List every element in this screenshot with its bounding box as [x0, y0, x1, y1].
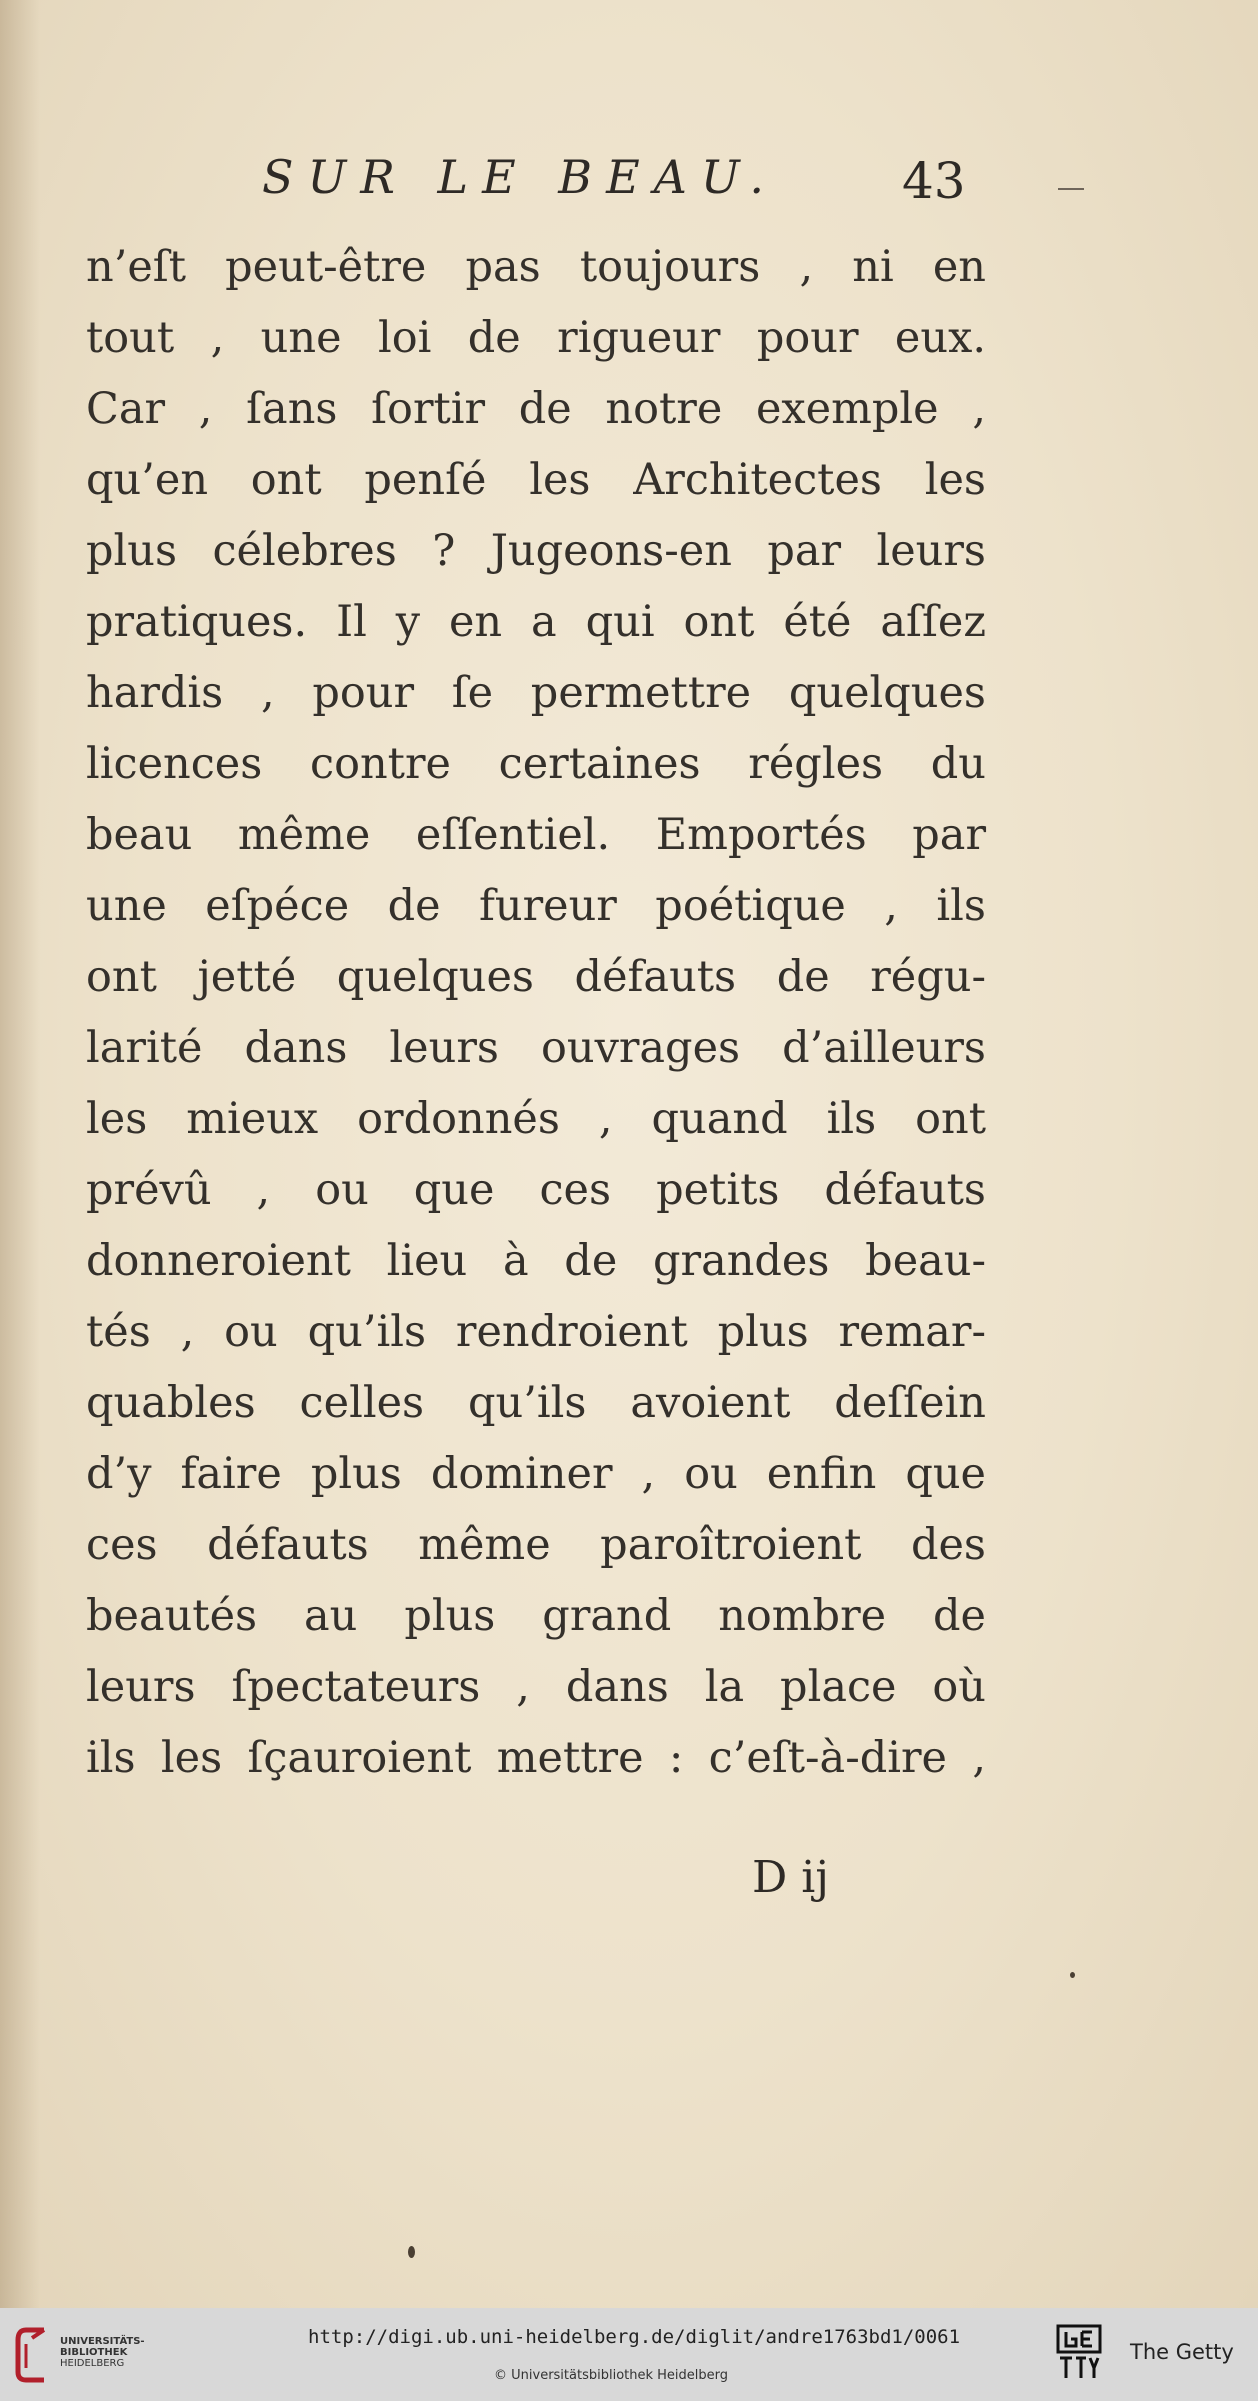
library-logo-line: UNIVERSITÄTS- — [60, 2336, 145, 2347]
text-line: tés , ou qu’ils rendroient plus remar- — [86, 1307, 986, 1357]
footer-bar — [0, 2308, 1258, 2401]
text-line: n’eſt peut-être pas toujours , ni en — [86, 242, 986, 292]
getty-logo-icon[interactable] — [1056, 2324, 1102, 2382]
text-line: prévû , ou que ces petits défauts — [86, 1165, 986, 1215]
text-line: beau même eſſentiel. Emportés par — [86, 810, 986, 860]
text-line: ils les ſçauroient mettre : c’eſt-à-dire , — [86, 1733, 986, 1783]
text-line: d’y faire plus dominer , ou enfin que — [86, 1449, 986, 1499]
text-line: plus célebres ? Jugeons-en par leurs — [86, 526, 986, 576]
text-line: qu’en ont penſé les Architectes les — [86, 455, 986, 505]
text-line: tout , une loi de rigueur pour eux. — [86, 313, 986, 363]
running-head — [262, 150, 1022, 220]
partner-name: The Getty — [1130, 2340, 1234, 2364]
running-head-title: SUR LE BEAU. — [262, 150, 779, 204]
text-line: ces défauts même paroîtroient des — [86, 1520, 986, 1570]
text-line: beautés au plus grand nombre de — [86, 1591, 986, 1641]
gutter-shadow — [0, 0, 40, 2308]
text-line: leurs ſpectateurs , dans la place où — [86, 1662, 986, 1712]
text-line: une eſpéce de fureur poétique , ils — [86, 881, 986, 931]
ink-speck — [408, 2246, 415, 2258]
margin-mark — [1058, 188, 1084, 190]
text-line: donneroient lieu à de grandes beau- — [86, 1236, 986, 1286]
library-logo-line: HEIDELBERG — [60, 2358, 125, 2369]
text-line: pratiques. Il y en a qui ont été aſſez — [86, 597, 986, 647]
ink-speck — [1070, 1972, 1075, 1978]
body-text — [86, 232, 986, 1794]
library-logo-text — [60, 2336, 145, 2369]
text-line: quables celles qu’ils avoient deſſein — [86, 1378, 986, 1428]
signature-mark: D ij — [752, 1852, 829, 1903]
text-line: ont jetté quelques défauts de régu- — [86, 952, 986, 1002]
permalink-url[interactable]: http://digi.ub.uni-heidelberg.de/diglit/andre1763bd1/0061 — [308, 2326, 961, 2348]
text-line: larité dans leurs ouvrages d’ailleurs — [86, 1023, 986, 1073]
text-line: licences contre certaines régles du — [86, 739, 986, 789]
text-line: Car , ſans ſortir de notre exemple , — [86, 384, 986, 434]
text-line: hardis , pour ſe permettre quelques — [86, 668, 986, 718]
library-logo-line: BIBLIOTHEK — [60, 2347, 128, 2358]
copyright-notice: © Universitätsbibliothek Heidelberg — [494, 2368, 729, 2383]
library-logo-icon — [14, 2324, 54, 2384]
text-line: les mieux ordonnés , quand ils ont — [86, 1094, 986, 1144]
library-logo[interactable] — [14, 2322, 174, 2388]
page-number: 43 — [902, 152, 966, 210]
